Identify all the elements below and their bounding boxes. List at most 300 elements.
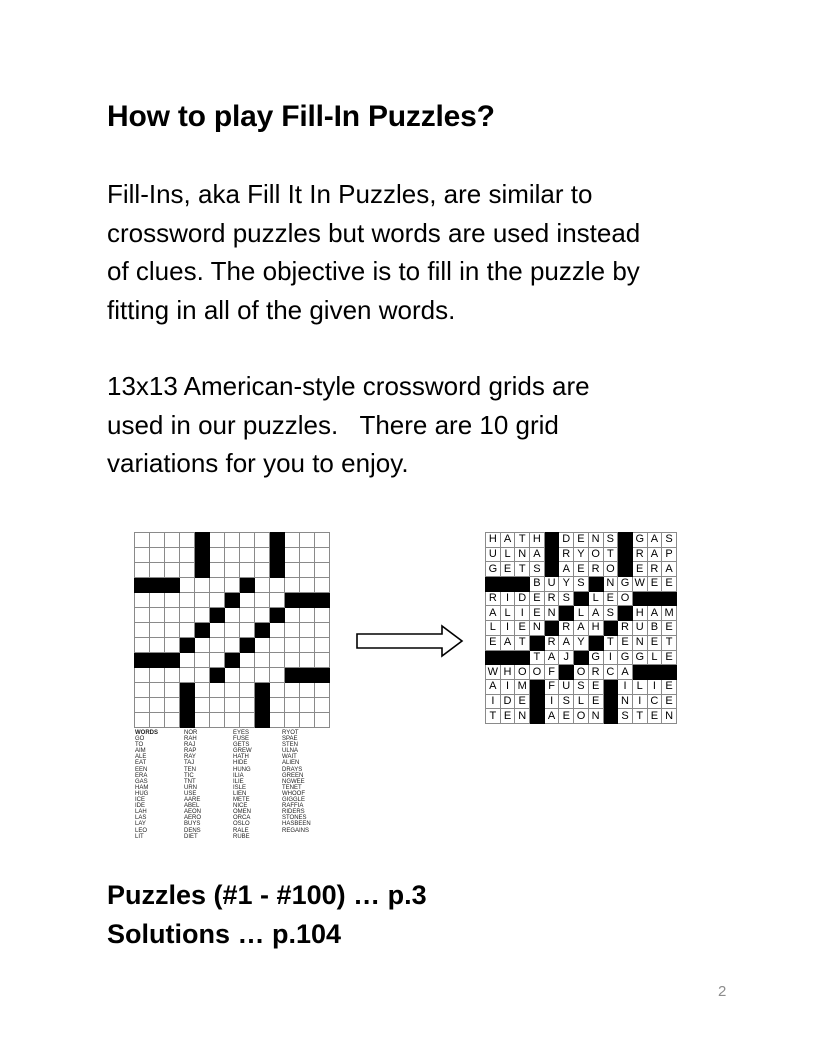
grid-cell: E xyxy=(603,591,618,606)
black-cell xyxy=(574,591,589,606)
intro-paragraph xyxy=(107,175,747,329)
grid-cell: L xyxy=(500,606,515,621)
grid-cell xyxy=(195,578,210,593)
black-cell xyxy=(515,577,530,592)
grid-cell: S xyxy=(618,709,633,724)
grid-cell: N xyxy=(662,709,677,724)
grid-cell: L xyxy=(500,547,515,562)
black-cell xyxy=(270,608,285,623)
grid-cell: E xyxy=(515,621,530,636)
grid-cell: O xyxy=(515,665,530,680)
word-item: DIET xyxy=(184,833,198,840)
grid-cell xyxy=(285,578,300,593)
grid-cell xyxy=(315,638,330,653)
grid-cell: L xyxy=(632,679,647,694)
grid-cell xyxy=(240,593,255,608)
grid-cell xyxy=(150,698,165,713)
intro-line: Fill-Ins, aka Fill It In Puzzles, are similar to xyxy=(107,179,593,209)
grid-row xyxy=(135,638,330,653)
black-cell xyxy=(135,653,150,668)
grid-cell: G xyxy=(618,577,633,592)
grid-cell xyxy=(150,668,165,683)
grid-cell xyxy=(285,713,300,728)
grid-cell: E xyxy=(662,577,677,592)
grid-cell: I xyxy=(603,650,618,665)
grid-cell: D xyxy=(515,591,530,606)
grid-cell: L xyxy=(588,591,603,606)
word-item: GAS xyxy=(135,778,148,785)
grid-cell: N xyxy=(588,709,603,724)
grid-cell: G xyxy=(618,650,633,665)
grid-cell xyxy=(285,623,300,638)
black-cell xyxy=(530,694,545,709)
word-item: ULNA xyxy=(282,748,299,755)
black-cell xyxy=(530,679,545,694)
grid-cell: H xyxy=(486,533,501,548)
grid-row xyxy=(486,547,677,562)
grid-cell xyxy=(285,698,300,713)
black-cell xyxy=(240,638,255,653)
grid-row xyxy=(486,709,677,724)
word-item: LAH xyxy=(135,809,147,816)
word-item: ISLE xyxy=(233,784,247,791)
grid-info-line: 13x13 American-style crossword grids are xyxy=(107,371,590,401)
grid-cell xyxy=(255,578,270,593)
grid-cell: R xyxy=(486,591,501,606)
grid-cell: B xyxy=(647,621,662,636)
grid-cell: F xyxy=(544,679,559,694)
grid-cell: G xyxy=(632,533,647,548)
grid-cell xyxy=(210,638,225,653)
grid-cell xyxy=(180,593,195,608)
grid-cell: I xyxy=(647,679,662,694)
word-item: AERO xyxy=(184,815,202,822)
black-cell xyxy=(647,591,662,606)
grid-cell: H xyxy=(632,606,647,621)
grid-cell xyxy=(240,683,255,698)
black-cell xyxy=(486,577,501,592)
right-arrow-icon xyxy=(356,624,464,658)
grid-cell: S xyxy=(574,679,589,694)
grid-cell xyxy=(255,563,270,578)
grid-cell xyxy=(300,533,315,548)
grid-cell: R xyxy=(588,562,603,577)
grid-cell xyxy=(225,548,240,563)
grid-cell: R xyxy=(632,547,647,562)
puzzles-link: Puzzles (#1 - #100) … p.3 xyxy=(107,880,427,910)
grid-cell: N xyxy=(515,547,530,562)
grid-cell: I xyxy=(544,694,559,709)
grid-cell xyxy=(270,638,285,653)
black-cell xyxy=(486,650,501,665)
grid-cell xyxy=(165,713,180,728)
grid-cell: U xyxy=(559,679,574,694)
grid-cell xyxy=(315,623,330,638)
grid-cell xyxy=(315,698,330,713)
grid-cell xyxy=(240,668,255,683)
word-item: GIGGLE xyxy=(282,797,306,804)
grid-cell xyxy=(210,683,225,698)
black-cell xyxy=(530,635,545,650)
black-cell xyxy=(210,668,225,683)
grid-cell xyxy=(135,698,150,713)
grid-cell xyxy=(300,608,315,623)
word-item: RALE xyxy=(233,827,249,834)
black-cell xyxy=(180,683,195,698)
grid-cell: L xyxy=(574,694,589,709)
grid-cell xyxy=(315,578,330,593)
grid-cell xyxy=(165,533,180,548)
black-cell xyxy=(500,577,515,592)
grid-cell xyxy=(210,713,225,728)
grid-cell: I xyxy=(515,606,530,621)
grid-cell xyxy=(180,578,195,593)
grid-cell: E xyxy=(618,635,633,650)
word-item: EAT xyxy=(135,760,147,767)
grid-cell: C xyxy=(603,665,618,680)
page-number: 2 xyxy=(718,983,727,1000)
word-item: LAS xyxy=(135,815,147,822)
black-cell xyxy=(255,698,270,713)
grid-cell xyxy=(255,653,270,668)
black-cell xyxy=(300,668,315,683)
grid-cell xyxy=(240,548,255,563)
grid-cell xyxy=(165,683,180,698)
grid-cell: O xyxy=(603,562,618,577)
grid-cell: S xyxy=(559,694,574,709)
word-item: ORCA xyxy=(233,815,251,822)
grid-cell xyxy=(240,698,255,713)
grid-cell: A xyxy=(486,679,501,694)
grid-cell xyxy=(165,668,180,683)
grid-cell xyxy=(225,668,240,683)
grid-cell xyxy=(285,608,300,623)
black-cell xyxy=(195,533,210,548)
grid-cell xyxy=(150,548,165,563)
grid-cell xyxy=(300,563,315,578)
word-item: EYES xyxy=(233,730,250,736)
grid-cell: E xyxy=(530,606,545,621)
grid-cell: I xyxy=(500,679,515,694)
grid-cell xyxy=(180,653,195,668)
word-item: HAM xyxy=(135,784,149,791)
grid-cell: L xyxy=(486,621,501,636)
grid-row xyxy=(135,593,330,608)
grid-cell: E xyxy=(647,709,662,724)
word-item: FUSE xyxy=(233,736,250,743)
grid-cell: R xyxy=(544,635,559,650)
grid-cell: E xyxy=(530,591,545,606)
grid-cell: A xyxy=(530,547,545,562)
word-column xyxy=(184,730,233,840)
grid-cell: E xyxy=(662,679,677,694)
grid-cell xyxy=(195,638,210,653)
grid-info-line: used in our puzzles. There are 10 grid xyxy=(107,409,559,440)
grid-cell xyxy=(315,713,330,728)
grid-cell: E xyxy=(647,635,662,650)
black-cell xyxy=(255,623,270,638)
word-item: RAJ xyxy=(184,742,196,749)
word-list-header: WORDS xyxy=(135,730,158,736)
grid-cell: O xyxy=(530,665,545,680)
word-item: RIDERS xyxy=(282,809,305,816)
word-item: LIT xyxy=(135,833,144,840)
word-item: RAFFIA xyxy=(282,803,304,810)
grid-cell: M xyxy=(515,679,530,694)
word-item: DRAYS xyxy=(282,766,303,773)
grid-cell xyxy=(225,533,240,548)
word-item: RAP xyxy=(184,748,197,755)
grid-cell xyxy=(300,548,315,563)
grid-cell xyxy=(285,653,300,668)
grid-cell: U xyxy=(544,577,559,592)
black-cell xyxy=(662,591,677,606)
grid-cell: S xyxy=(530,562,545,577)
grid-cell xyxy=(150,593,165,608)
word-item: LEO xyxy=(135,827,148,834)
grid-cell xyxy=(300,698,315,713)
grid-cell: E xyxy=(662,621,677,636)
grid-cell: H xyxy=(500,665,515,680)
grid-cell: E xyxy=(588,694,603,709)
grid-cell xyxy=(165,608,180,623)
grid-row xyxy=(135,533,330,548)
black-cell xyxy=(240,578,255,593)
black-cell xyxy=(255,713,270,728)
grid-cell: I xyxy=(618,679,633,694)
grid-cell: F xyxy=(544,665,559,680)
grid-cell: N xyxy=(618,694,633,709)
grid-cell xyxy=(135,683,150,698)
grid-cell: A xyxy=(647,606,662,621)
black-cell xyxy=(662,665,677,680)
grid-info-line: variations for you to enjoy. xyxy=(107,448,409,478)
black-cell xyxy=(180,713,195,728)
grid-cell: T xyxy=(486,709,501,724)
word-item: ALIEN xyxy=(282,760,300,767)
grid-cell: E xyxy=(647,577,662,592)
word-column xyxy=(135,730,184,840)
grid-cell xyxy=(150,713,165,728)
black-cell xyxy=(315,668,330,683)
word-item: URN xyxy=(184,784,197,791)
grid-cell: S xyxy=(559,591,574,606)
word-item: RAH xyxy=(184,736,197,743)
grid-cell: E xyxy=(588,679,603,694)
black-cell xyxy=(603,621,618,636)
grid-cell: C xyxy=(647,694,662,709)
grid-cell xyxy=(210,533,225,548)
grid-cell xyxy=(135,668,150,683)
word-item: STONES xyxy=(282,815,307,822)
word-item: SPAE xyxy=(282,736,298,743)
grid-cell xyxy=(195,668,210,683)
word-item: TEN xyxy=(184,766,196,773)
grid-cell xyxy=(240,653,255,668)
grid-cell xyxy=(270,698,285,713)
grid-cell: N xyxy=(515,709,530,724)
word-item: RAY xyxy=(184,754,196,761)
grid-cell xyxy=(225,608,240,623)
grid-cell: E xyxy=(574,533,589,548)
grid-cell: L xyxy=(647,650,662,665)
grid-cell xyxy=(270,713,285,728)
grid-cell: A xyxy=(500,635,515,650)
grid-cell xyxy=(315,548,330,563)
grid-cell: E xyxy=(515,694,530,709)
grid-cell: B xyxy=(530,577,545,592)
black-cell xyxy=(195,548,210,563)
grid-cell xyxy=(300,653,315,668)
black-cell xyxy=(150,578,165,593)
black-cell xyxy=(225,653,240,668)
grid-cell: T xyxy=(603,635,618,650)
word-column xyxy=(233,730,282,840)
grid-cell: L xyxy=(574,606,589,621)
grid-cell xyxy=(225,638,240,653)
word-item: ILIE xyxy=(233,778,244,785)
grid-cell xyxy=(165,698,180,713)
grid-row xyxy=(135,698,330,713)
grid-cell xyxy=(225,563,240,578)
word-item: ALE xyxy=(135,754,147,761)
word-item: HUNG xyxy=(233,766,251,773)
grid-cell: A xyxy=(544,709,559,724)
word-item: LAY xyxy=(135,821,146,828)
black-cell xyxy=(588,577,603,592)
grid-cell: E xyxy=(632,562,647,577)
grid-cell: P xyxy=(662,547,677,562)
word-item: WAIT xyxy=(282,754,297,761)
word-item: HASBEEN xyxy=(282,821,311,828)
empty-puzzle-grid xyxy=(134,532,330,728)
grid-cell: T xyxy=(603,547,618,562)
grid-cell xyxy=(315,533,330,548)
grid-cell xyxy=(165,593,180,608)
word-item: ERA xyxy=(135,772,148,779)
grid-cell xyxy=(240,533,255,548)
grid-cell xyxy=(315,653,330,668)
grid-cell xyxy=(210,623,225,638)
word-item: ILIA xyxy=(233,772,244,779)
grid-cell xyxy=(255,638,270,653)
grid-cell: E xyxy=(500,709,515,724)
grid-cell xyxy=(150,623,165,638)
grid-cell: R xyxy=(559,547,574,562)
grid-cell: T xyxy=(515,635,530,650)
grid-cell xyxy=(240,563,255,578)
grid-row xyxy=(486,621,677,636)
black-cell xyxy=(618,562,633,577)
black-cell xyxy=(270,548,285,563)
word-item: HUG xyxy=(135,790,149,797)
word-item: TNT xyxy=(184,778,196,785)
grid-cell: E xyxy=(559,709,574,724)
grid-cell xyxy=(210,563,225,578)
grid-cell: A xyxy=(618,665,633,680)
grid-cell xyxy=(180,533,195,548)
grid-cell: E xyxy=(662,694,677,709)
grid-cell: H xyxy=(530,533,545,548)
word-item: IDE xyxy=(135,803,146,810)
grid-cell xyxy=(300,623,315,638)
grid-cell xyxy=(135,548,150,563)
grid-cell xyxy=(195,608,210,623)
grid-row xyxy=(135,578,330,593)
grid-cell xyxy=(150,608,165,623)
grid-cell xyxy=(210,698,225,713)
grid-cell: J xyxy=(559,650,574,665)
grid-cell: H xyxy=(588,621,603,636)
grid-cell xyxy=(255,668,270,683)
black-cell xyxy=(588,635,603,650)
grid-cell: Y xyxy=(574,547,589,562)
grid-cell xyxy=(150,533,165,548)
word-item: RYOT xyxy=(282,730,299,736)
grid-row xyxy=(486,635,677,650)
grid-cell: G xyxy=(588,650,603,665)
word-item: TENET xyxy=(282,784,302,791)
grid-row xyxy=(135,653,330,668)
word-item: WHOOF xyxy=(282,790,305,797)
grid-cell xyxy=(165,548,180,563)
black-cell xyxy=(618,606,633,621)
grid-cell xyxy=(210,578,225,593)
grid-cell xyxy=(255,533,270,548)
grid-cell: U xyxy=(486,547,501,562)
grid-cell: O xyxy=(574,665,589,680)
black-cell xyxy=(618,533,633,548)
grid-cell: R xyxy=(647,562,662,577)
grid-cell xyxy=(270,683,285,698)
grid-cell xyxy=(135,608,150,623)
grid-cell: N xyxy=(632,635,647,650)
grid-row xyxy=(135,713,330,728)
grid-cell: D xyxy=(500,694,515,709)
grid-cell: W xyxy=(486,665,501,680)
black-cell xyxy=(515,650,530,665)
grid-row xyxy=(486,679,677,694)
grid-cell: A xyxy=(486,606,501,621)
grid-cell xyxy=(150,638,165,653)
grid-cell: T xyxy=(662,635,677,650)
grid-cell xyxy=(135,533,150,548)
grid-cell: A xyxy=(662,562,677,577)
grid-cell xyxy=(300,578,315,593)
grid-cell xyxy=(195,698,210,713)
grid-cell xyxy=(195,593,210,608)
word-item: ABEL xyxy=(184,803,200,810)
grid-cell: T xyxy=(515,562,530,577)
word-item: HATH xyxy=(233,754,249,761)
grid-row xyxy=(486,665,677,680)
black-cell xyxy=(165,578,180,593)
grid-cell xyxy=(240,713,255,728)
grid-cell: I xyxy=(500,591,515,606)
black-cell xyxy=(285,668,300,683)
solutions-link: Solutions … p.104 xyxy=(107,919,342,949)
grid-cell: E xyxy=(574,562,589,577)
grid-cell: G xyxy=(632,650,647,665)
grid-cell xyxy=(300,683,315,698)
grid-cell: D xyxy=(559,533,574,548)
grid-cell xyxy=(285,548,300,563)
word-item: GREW xyxy=(233,748,252,755)
grid-cell: I xyxy=(486,694,501,709)
grid-cell: G xyxy=(486,562,501,577)
grid-cell: N xyxy=(603,577,618,592)
word-item: HIDE xyxy=(233,760,248,767)
